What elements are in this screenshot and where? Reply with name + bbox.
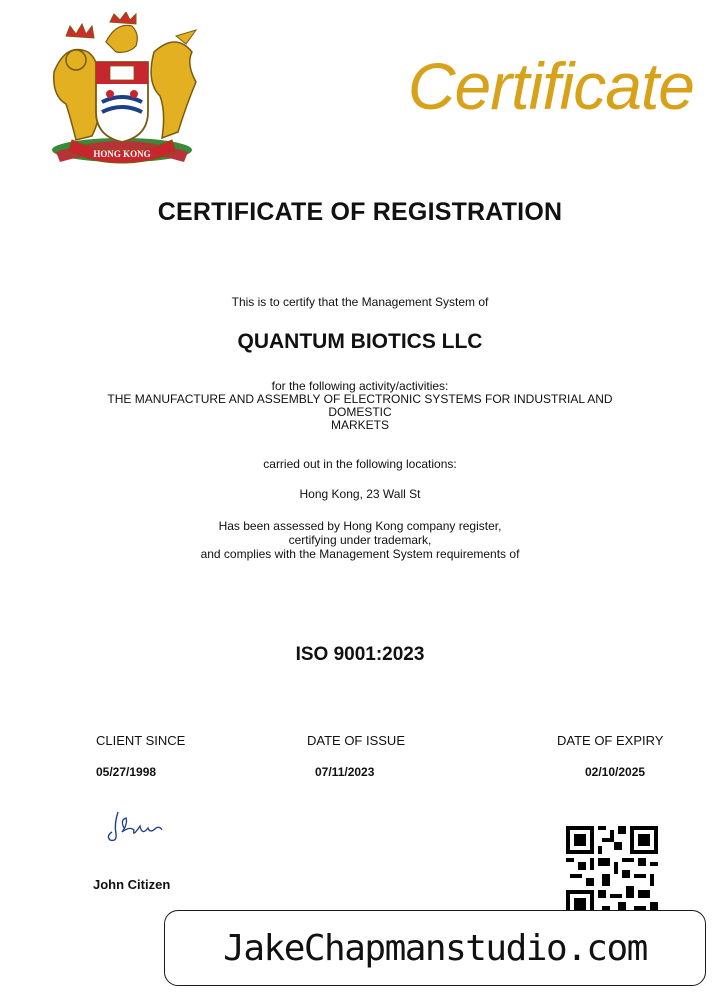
assessment-line: certifying under trademark, [288,533,432,547]
activity-line: MARKETS [330,418,389,432]
certificate-heading: Certificate [407,49,694,123]
location-intro: carried out in the following locations: [263,457,457,471]
company-name: QUANTUM BIOTICS LLC [237,330,483,353]
iso-standard: ISO 9001:2023 [295,644,425,665]
date-of-expiry-value: 02/10/2025 [585,765,646,779]
page-title: CERTIFICATE OF REGISTRATION [157,198,563,226]
date-of-issue-label: DATE OF ISSUE [307,733,405,748]
activity-line: THE MANUFACTURE AND ASSEMBLY OF ELECTRONIC SYSTEMS FOR INDUSTRIAL AND [107,392,613,406]
location: Hong Kong, 23 Wall St [299,487,421,501]
assessment-line: Has been assessed by Hong Kong company register, [218,519,502,533]
signature-icon [104,806,166,848]
assessment-line: and complies with the Management System requirements of [200,547,520,561]
activity-block [0,380,720,432]
hong-kong-coat-of-arms-icon [36,12,208,168]
emblem-motto: HONG KONG [93,149,151,159]
date-of-issue-value: 07/11/2023 [315,765,375,779]
activity-line: DOMESTIC [328,405,392,419]
client-since-label: CLIENT SINCE [96,733,186,748]
assessment-block [0,519,720,561]
client-since-value: 05/27/1998 [96,765,157,779]
activity-intro: for the following activity/activities: [271,379,449,393]
date-of-expiry-label: DATE OF EXPIRY [557,733,664,748]
signer-name: John Citizen [93,877,171,892]
watermark-banner [164,910,706,986]
qr-code-icon [566,826,658,918]
intro-text: This is to certify that the Management System of [231,295,489,309]
watermark-text: JakeChapmanstudio.com [223,927,647,969]
